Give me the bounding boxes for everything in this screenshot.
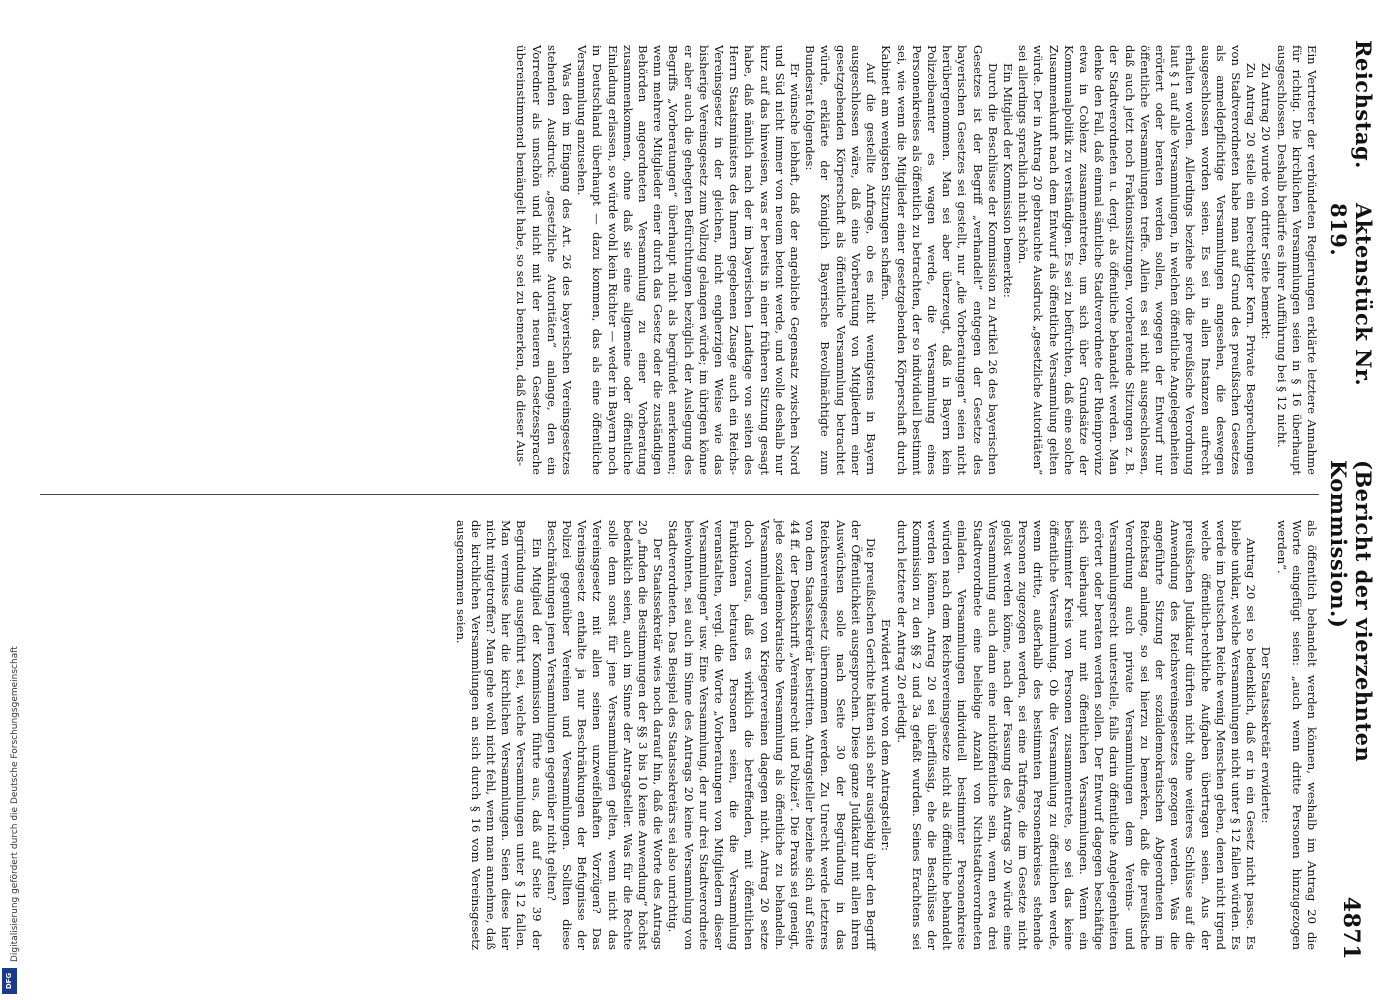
paragraph: Der Staatssekretär erwiderte: — [1259, 646, 1274, 824]
paragraph: Die preußischen Gerichte hätten sich sehr ausgiebig über den Begriff der Öffentlichkeit ausgesprochen. Diese ganze Judikatur mit allen ihren Auswüchsen solle nach Seite 30 der Begründung in das Reichsvereinsgesetz übernommen werden. Zu Unrecht werde letzteres von dem Staatssekretär bestritten. Antragsteller beziehe sich auf Seite 44 ff. der Denkschrift „Vereinsrecht und Polizei“. Die Praxis sei geneigt, jede sozialdemokratische Versammlung als öffentliche zu behandeln. Versammlungen von Kriegervereinen dagegen nicht. Antrag 20 setze doch voraus, daß es wirklich die betreffenden, mit öffentlichen Funktionen betrauten Personen seien, die die Versammlung veranstalten, vergl. die Worte „Vorberatungen von Mitgliedern dieser Versammlungen“ usw. Eine Versammlung, der nur drei Stadtverordnete beiwohnten, sei auch im Sinne des Antrags 20 keine Versammlung von Stadtverordneten. Das Beispiel des Staatssekretärs sei also unrichtig. — [666, 520, 879, 950]
paragraph: Er wünsche lebhaft, daß der angebliche Gegensatz zwischen Nord und Süd nicht immer von neuem betont werde, und wolle deshalb nur kurz auf das hinweisen, was er bereits in einer früheren Sitzung gesagt habe, daß nämlich nach der im bayerischen Landtage von seiten des Herrn Staatsministers des Innern gegebenen Zusage auch ein Reichs-Vereinsgesetz in der gleichen, nicht engherzigen Weise wie das bisherige Vereinsgesetz zum Vollzug gelangen würde; im übrigen könne er aber auch die gehegten Befürchtungen bezüglich der Auslegung des Begriffs „Vorberatungen“ überhaupt nicht als begründet anerkennen; wenn mehrere Mitglieder einer durch das Gesetz oder die zuständigen Behörden angeordneten Versammlung zu einer Vorberatung zusammenkommen, ohne daß sie eine allgemeine oder öffentliche Einladung erlassen, so würde wohl kein Richter — weder in Bayern noch in Deutschland überhaupt — dazu kommen, das als eine öffentliche Versammlung anzusehen. — [575, 45, 803, 475]
right-column — [452, 520, 1319, 950]
left-column — [513, 45, 1319, 475]
header-section: Reichstag. — [1351, 40, 1376, 169]
paragraph: Auf die gestellte Anfrage, ob es nicht wenigstens in Bayern ausgeschlossen wäre, daß eine Vorberatung von Mitgliedern einer gesetzgebenden Körperschaft als öffentliche Versammlung betrachtet würde, erklärte der Königlich Bayerische Bevollmächtigte zum Bundesrat folgendes: — [803, 45, 879, 475]
digitization-sidebar — [0, 0, 20, 1000]
digitization-credit: Digitalisierung gefördert durch die Deutsche Forschungsgemeinschaft — [10, 646, 20, 962]
dfg-logo: DFG — [2, 968, 17, 994]
page-number: 4871 — [1338, 896, 1364, 960]
paragraph: Ein Mitglied der Kommission führte aus, daß auf Seite 39 der Begründung ausgeführt sei, welche Versammlungen unter § 12 fallen. Man vermisse hier die kirchlichen Versammlungen. Seien diese hier nicht mitgetroffen? Man gehe wohl nicht fehl, wenn man annehme, daß die kirchlichen Versammlungen an sich durch § 16 vom Vereinsgesetz ausgenommen seien. — [453, 520, 544, 950]
header-document: Aktenstück Nr. 819. — [1326, 202, 1376, 387]
paragraph: Ein Vertreter der verbündeten Regierungen erklärte letztere Annahme für richtig. Die kirchlichen Versammlungen seien in § 16 überhaupt ausgeschlossen. Deshalb bedürfe es ihrer Aufführung bei § 12 nicht. — [1274, 45, 1319, 475]
paragraph: Durch die Beschlüsse der Kommission zu Artikel 26 des bayerischen Gesetzes ist der Begriff „verhandelt“ entgegen der Gesetze des bayerischen Gesetzes sei gestellt, nur „die Vorberatungen“ seien nicht herübergenommen. Man sei aber überzeugt, daß in Bayern kein Polizeibeamter es wagen werde, die Versammlung eines Personenkreises als öffentlich zu betrachten, der so individuell bestimmt sei, wie wenn die Mitglieder einer gesetzgebenden Körperschaft durch Kabinett am wenigsten Sitzungen schaffen. — [879, 45, 1000, 475]
paragraph: Zu Antrag 20 wurde von dritter Seite bemerkt: — [1259, 63, 1274, 340]
header-left — [1326, 40, 1376, 897]
paragraph: Der Staatssekretär wies noch darauf hin, daß die Worte des Antrags 20 „finden die Bestimmungen der §§ 3 bis 10 keine Anwendung“ höchst bedenklich seien, auch im Sinne der Antragsteller. Was für die Rechte solle denn sonst für jene Versammlungen gelten, wenn nicht das Vereinsgesetz mit allen seinen unzweifelhaften Vorzügen? Das Vereinsgesetz enthalte ja nur Beschränkungen der Befugnisse der Polizei gegenüber Vereinen und Versammlungen. Sollten diese Beschränkungen jenen Versammlungen gegenüber nicht gelten? — [544, 520, 666, 950]
paragraph: Antrag 20 sei so bedenklich, daß er in ein Gesetz nicht passe. Es bleibe unklar, welche Versammlungen nicht unter § 12 fallen würden. Es werde im Deutschen Reiche wenig Menschen geben, denen nicht irgend welche öffentlich-rechtliche Aufgaben übertragen seien. Aus der preußischen Judikatur dürften nicht ohne weiteres Schlüsse auf die Anwendung des Reichsvereinsgesetzes gezogen werden. Was die angeführte Sitzung der sozialdemokratischen Abgeordneten im Reichstag anlange, so sei hierzu zu bemerken, daß die preußische Verordnung auch private Versammlungen dem Vereins- und Versammlungsrecht unterstelle, falls darin öffentliche Angelegenheiten erörtert oder beraten werden sollen. Der Entwurf dagegen beschäftige sich überhaupt nur mit öffentlichen Versammlungen. Wenn ein bestimmter Kreis von Personen zusammentrete, so sei das keine öffentliche Versammlung. Ob die Versammlung zu öffentlichen werde, wenn dritte, außerhalb des bestimmten Personenkreises stehende Personen zugezogen werden, sei eine Tatfrage, die im Gesetze nicht gelöst werden könne, nach der Fassung des Antrags 20 würde eine Versammlung auch dann eine nichtöffentliche sein, wenn etwa drei Stadtverordnete eine beliebige Anzahl von Nichtstadtverordneten einladen. Versammlungen individuell bestimmter Personenkreise würden nach dem Reichsvereinsgesetze nicht als öffentliche behandelt werden können. Antrag 20 sei überflüssig, ehe die Beschlüsse der Kommission zu den §§ 2 und 3a gefaßt wurden. Seines Erachtens sei durch letztere der Antrag 20 erledigt. — [894, 520, 1259, 950]
page-header — [1326, 40, 1376, 960]
paragraph: Erwidert wurde von dem Antragsteller: — [879, 619, 894, 851]
paragraph: Zu Antrag 20 stelle ein berechtigter Kern. Private Besprechungen von Stadtverordneten habe man auf Grund des preußischen Gesetzes als anmeldepflichtige Versammlungen angesehen, die deswegen ausgeschlossen worden seien. Es sei in allen Instanzen aufrecht erhalten worden. Allerdings beziehe sich die preußische Verordnung laut § 1 auf alle Versammlungen, in welchen öffentliche Angelegenheiten erörtert oder beraten werden sollen, wogegen der Entwurf nur öffentliche Versammlungen treffe. Allein es sei nicht ausgeschlossen, daß auch jetzt noch Fraktionssitzungen, vorberatende Sitzungen z. B. der Stadtverordneten u. dergl. als öffentliche behandelt werden. Man denke den Fall, daß einmal sämtliche Stadtverordnete der Rheinprovinz etwa in Coblenz zusammentreten, um sich über Grundsätze der Kommunalpolitik zu verständigen. Es sei zu befürchten, daß eine solche Zusammenkunft nach dem Entwurf als öffentliche Versammlung gelten würde. Der in Antrag 20 gebrauchte Ausdruck „gesetzliche Autoritäten“ sei allerdings sprachlich nicht schön. — [1016, 45, 1259, 475]
paragraph: Ein Mitglied der Kommission bemerkte: — [1000, 63, 1015, 298]
paragraph: Was den im Eingang des Art. 26 des bayerischen Vereinsgesetzes stehenden Ausdruck: „gesetzliche Autoritäten“ anlange, den ein Vorredner als unschön und nicht mit der neueren Gesetzessprache übereinstimmend bemängelt habe, so sei zu bemerken, daß dieser Aus- — [514, 45, 575, 475]
header-report: (Bericht der vierzehnten Kommission.) — [1326, 459, 1376, 763]
paragraph: als öffentlich behandelt werden können, weshalb im Antrag 20 die Worte eingefügt seien: „auch wenn dritte Personen hinzugezogen werden“. — [1274, 520, 1319, 950]
column-divider — [40, 494, 1319, 495]
